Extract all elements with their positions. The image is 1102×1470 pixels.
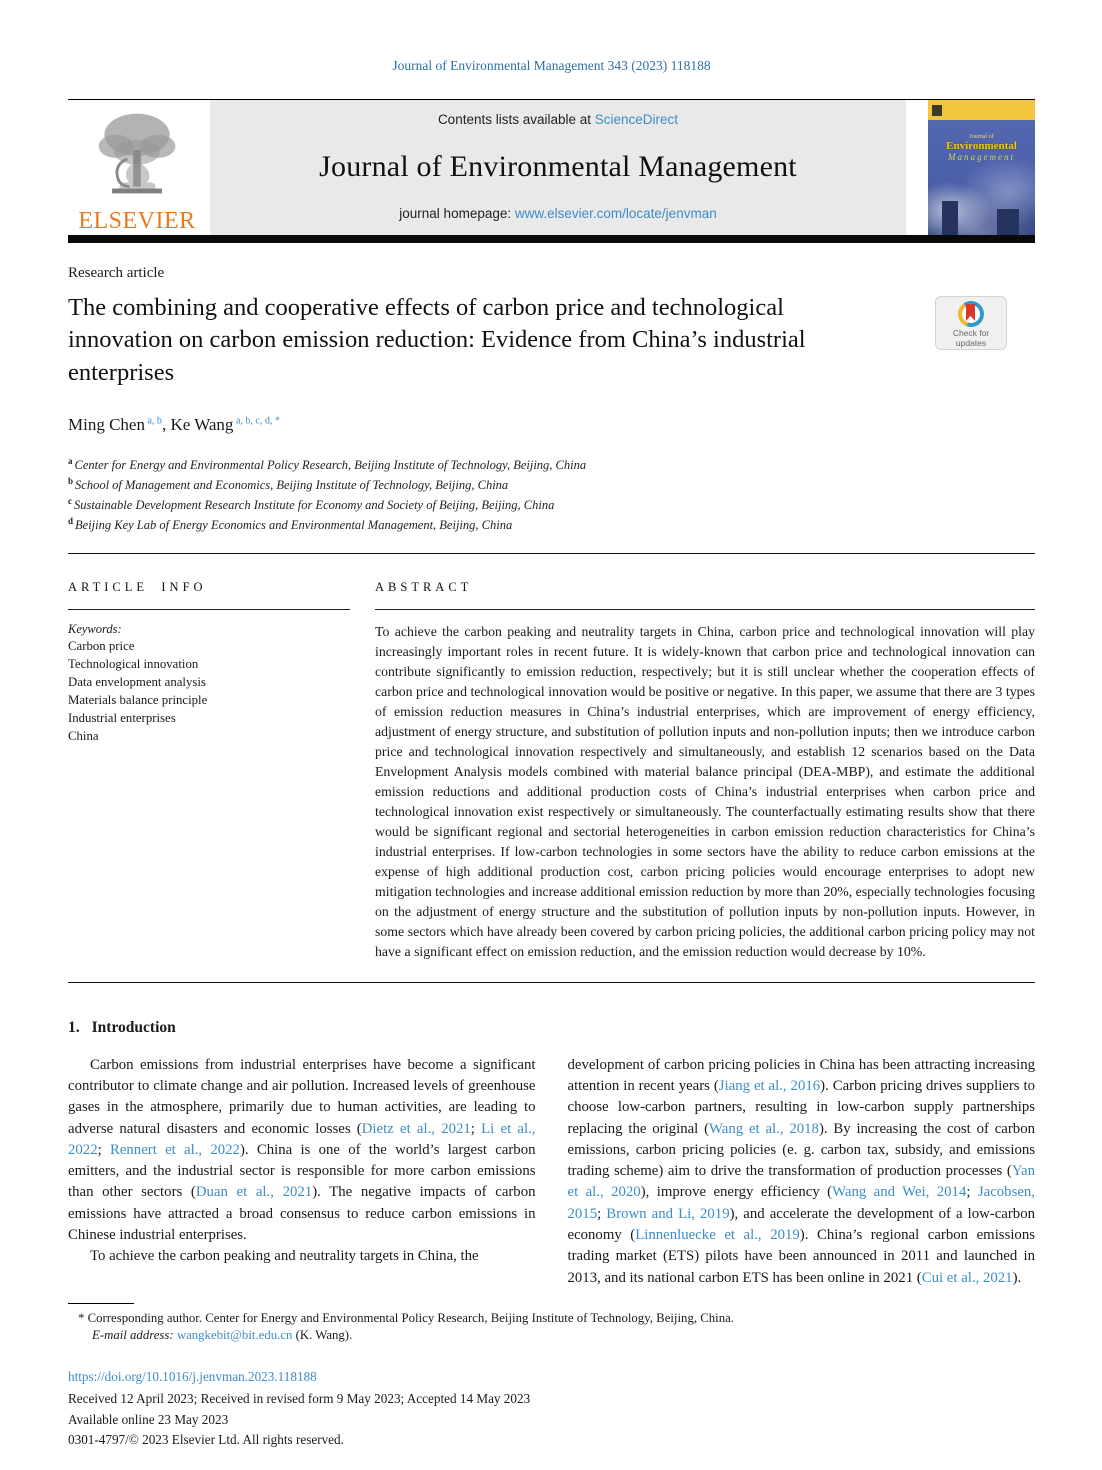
cover-artwork [928,120,1035,235]
author-affiliation-sup: a, b, c, d, * [233,415,280,427]
masthead [68,100,1035,235]
elsevier-tree-icon [89,106,185,207]
intro-right-column [568,1055,1036,1289]
citation-link[interactable]: Jacobsen, 2015 [567,1184,1035,1222]
citation-link[interactable]: Wang et al., 2018 [709,1120,819,1137]
author-affiliation-sup: a, b [144,415,162,427]
citation-link[interactable]: Cui et al., 2021 [921,1269,1013,1286]
journal-citation-header: Journal of Environmental Management 343 (2023) 118188 [392,58,711,73]
elsevier-logo [68,100,206,235]
article-title: The combining and cooperative effects of carbon price and technological innovation on carbon emission reduction: Evidence from China’s industrial enterprises [68,294,806,386]
check-for-updates-badge[interactable] [935,296,1007,350]
citation-link[interactable]: Jiang et al., 2016 [718,1077,821,1094]
author-name: Ming Chen [68,414,145,434]
intro-paragraph: development of carbon pricing policies in China has been attracting increasing attention in recent years (Jiang et al., 2016). Carbon pricing drives suppliers to choose low-carbon partners, resulting in low-carbon supply partnerships replacing the original (Wang et al., 2018). By increasing the cost of carbon emissions, carbon pricing policies (e. g. carbon tax, subsidy, and emissions trading scheme) aim to drive the transformation of production processes (Yan et al., 2020), improve energy efficiency (Wang and Wei, 2014; Jacobsen, 2015; Brown and Li, 2019), and accelerate the development of a low-carbon economy (Linnenluecke et al., 2019). China’s regional carbon emissions trading market (ETS) pilots have been announced in 2011 and launched in 2013, and its national carbon ETS has been online in 2021 (Cui et al., 2021). [567,1056,1035,1286]
available-online: Available online 23 May 2023 [68,1411,229,1427]
affiliation-line: $^d$ Beijing Key Lab of Energy Economics and Environmental Management, Beijing, China [68,515,513,532]
cover-chimney-silhouette [942,201,958,235]
sciencedirect-link[interactable]: ScienceDirect [594,112,679,127]
cover-chimney-silhouette [997,209,1019,235]
abstract-rule [375,609,1035,610]
cover-environmental: Environmental [946,140,1017,152]
cover-top-band [928,100,1035,120]
introduction-heading: 1. Introduction [68,1018,176,1036]
intro-paragraph: To achieve the carbon peaking and neutrality targets in China, the [90,1248,479,1265]
cover-management: Management [948,152,1015,162]
cover-journal-of: Journal of [969,134,994,140]
check-for-updates-label: Check for updates [952,328,990,348]
article-info-column [68,554,350,962]
contents-line: Contents lists available at ScienceDirect [437,112,679,127]
citation-link[interactable]: Yan et al., 2020 [567,1163,1035,1201]
keyword-item: China [68,729,99,744]
elsevier-wordmark: ELSEVIER [78,208,196,234]
citation-link[interactable]: Linnenluecke et al., 2019 [635,1226,800,1243]
citation-link[interactable]: Wang and Wei, 2014 [832,1184,967,1201]
keyword-item: Data envelopment analysis [68,674,206,689]
doi-link[interactable]: https://doi.org/10.1016/j.jenvman.2023.118188 [68,1368,317,1384]
abstract-heading: ABSTRACT [375,579,473,594]
journal-title: Journal of Environmental Management [319,149,797,183]
corresponding-author-note: * Corresponding author. Center for Energy and Environmental Policy Research, Beijing Institute of Technology, Beijing, China. [78,1310,735,1325]
abstract-text: To achieve the carbon peaking and neutrality targets in China, carbon price and technological innovation will play increasingly important roles in recent future. It is widely-known that carbon price and technological innovation can contribute significantly to emission reduction, respectively; but it is still unclear whether the cooperation effects of carbon price and technological innovation would be positive or negative. In this paper, we assume that there are 3 types of emission reduction measures in China’s industrial enterprises, which are improvement of energy efficiency, adjustment of energy structure, and substitution of pollution inputs and non-pollution inputs; then we introduce carbon price and technological innovation respectively and simultaneously, and establish 12 scenarios based on the Data Envelopment Analysis models combined with material balance principal (DEA-MBP), and estimate the additional emission reductions and additional production costs of China’s industrial enterprises when carbon price and technological innovation exist respectively or simultaneously. The counterfactually estimating results show that there would be significant regional and sectorial heterogeneities in carbon emission reduction characteristics for China’s industrial enterprises. If low-carbon technologies in some sectors have the ability to reduce carbon emissions at the expense of high additional production cost, carbon pricing policies would encourage enterprises to adopt new mitigation technologies and increase additional emission reduction by more than 20%, especially technologies focusing on the adjustment of energy structure and the substitution of pollution inputs by non-pollution inputs. However, in some sectors which have already been covered by carbon pricing policies, the additional carbon pricing policy may not have a significant effect on emission reduction, and the emission reduction would decrease by 10%. [375,623,1035,959]
section-divider [68,982,1035,983]
intro-paragraph: Carbon emissions from industrial enterprises have become a significant contributor to climate change and air pollution. Increased levels of greenhouse gases in the atmosphere, primarily due to human activities, are leading to adverse natural disasters and economic losses (Dietz et al., 2021; Li et al., 2022; Rennert et al., 2022). China is one of the world’s largest carbon emitters, and the industrial sector is responsible for more carbon emissions than other sectors (Duan et al., 2021). The negative impacts of carbon emissions have attracted a broad consensus to reduce carbon emissions in Chinese industrial enterprises. [68,1056,536,1243]
citation-link[interactable]: Dietz et al., 2021 [361,1120,471,1137]
footer-block [68,1367,1035,1451]
homepage-line: journal homepage: www.elsevier.com/locate/jenvman [399,206,717,221]
intro-left-column [68,1055,536,1289]
citation-link[interactable]: Li et al., 2022 [68,1120,536,1158]
masthead-bottom-bar [68,235,1035,243]
keyword-item: Industrial enterprises [68,711,176,726]
citation-link[interactable]: wangkebit@bit.edu.cn [176,1327,293,1342]
footnote-divider [68,1303,134,1304]
abstract-column [375,554,1035,962]
citation-link[interactable]: Duan et al., 2021 [195,1184,313,1201]
cover-elsevier-mini-logo-icon [932,103,942,116]
author-name: Ke Wang [170,414,234,434]
masthead-banner [210,100,906,235]
affiliations-list [68,455,1035,535]
citation-link[interactable]: Rennert et al., 2022 [109,1141,240,1158]
citation-link[interactable]: Brown and Li, 2019 [606,1205,730,1222]
keywords-label: Keywords: [68,621,122,636]
crossmark-icon [958,301,984,327]
article-type-label: Research article [68,265,165,281]
affiliation-line: $^b$ School of Management and Economics, Beijing Institute of Technology, Beijing, China [68,475,509,493]
article-info-heading: ARTICLE INFO [68,579,207,594]
journal-homepage-link[interactable]: www.elsevier.com/locate/jenvman [514,206,717,221]
email-line: E-mail address: wangkebit@bit.edu.cn (K. Wang). [92,1327,353,1342]
journal-cover-thumbnail [928,100,1035,235]
author-line: Ming Chen $^{a, b}$, Ke Wang $^{a, b, c, d, *}$ [68,414,280,434]
article-info-rule [68,609,350,610]
received-dates: Received 12 April 2023; Received in revised form 9 May 2023; Accepted 14 May 2023 [68,1391,531,1407]
affiliation-line: $^a$ Center for Energy and Environmental Policy Research, Beijing Institute of Technology, Beijing, China [68,455,587,473]
affiliation-line: $^c$ Sustainable Development Research Institute for Economy and Society of Beijing, Beijing, China [68,495,555,512]
keyword-item: Technological innovation [68,656,199,671]
keywords-list [68,637,350,746]
keyword-item: Materials balance principle [68,693,208,708]
footnote-block [68,1303,1035,1343]
issn-copyright: 0301-4797/© 2023 Elsevier Ltd. All rights reserved. [68,1432,344,1448]
keyword-item: Carbon price [68,638,135,653]
